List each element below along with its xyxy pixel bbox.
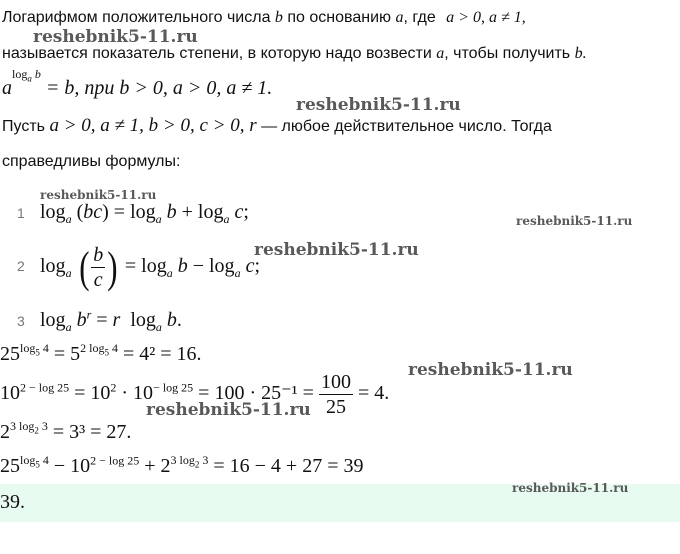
calc-line-3: $2^{3 log_2 3} = 3^3 = 27$. <box>0 419 132 443</box>
calc-line-2: $10^{2 - log 25} = 10^2 \cdot 10^{- log 25} = 100 \cdot 25^{-1}$ = $\frac{100}{25}$ = 4. <box>0 371 390 418</box>
formula-number: 3 <box>17 313 25 329</box>
watermark: reshebnik5-11.ru <box>40 188 157 202</box>
watermark: reshebnik5-11.ru <box>408 360 573 380</box>
calc-result: = 4² = 16. <box>122 343 202 365</box>
calc-line-1: $25^{log_5 4} = 5^{2 log_5 4} = 4^2 = 16$. <box>0 341 202 365</box>
calc-result: = 16 − 4 + 27 = 39 <box>213 455 364 477</box>
watermark: reshebnik5-11.ru <box>33 27 198 47</box>
definition-line-1 <box>2 8 526 28</box>
watermark: reshebnik5-11.ru <box>512 481 629 495</box>
text: , где <box>403 9 436 26</box>
calc-line-4: $25^{log_5 4} - 10^{2 - log 25} + 2^{3 log_2 3} = 16 - 4 + 27 = 39$ <box>0 453 364 477</box>
watermark: reshebnik5-11.ru <box>516 214 633 228</box>
text: Пусть <box>2 118 45 135</box>
fraction <box>319 370 353 419</box>
var-b: b. <box>574 45 587 62</box>
condition: a > 0, a ≠ 1, <box>446 9 526 26</box>
formula-number: 2 <box>17 258 25 274</box>
identity-base: $a^{log_a b}$ <box>2 67 41 99</box>
formula-1: $\log_a (bc) = \log_a b + \log_a c$; <box>40 201 249 226</box>
text: , чтобы получить <box>444 45 571 62</box>
identity-tail: = b, при b > 0, a > 0, a ≠ 1. <box>45 77 273 99</box>
text: Логарифмом положительного числа <box>2 9 271 26</box>
formula-2: $\log_a$ ( $\frac{b}{c}$ ) = $\log_a b - \log_a c$; <box>40 242 261 292</box>
conditions: a > 0, a ≠ 1, b > 0, c > 0, r <box>49 115 257 136</box>
definition-line-2 <box>2 44 587 64</box>
log-identity <box>2 67 273 100</box>
calc-result: = 3³ = 27. <box>52 421 132 443</box>
formula-number: 1 <box>17 205 25 221</box>
calc-result: = 4. <box>357 382 390 405</box>
denominator: 25 <box>325 396 346 418</box>
var-a: a <box>436 45 445 62</box>
formula-3: $\log_a b^r = r$ $\log_a b$. <box>40 307 182 334</box>
calc-mid: = 100 · 25⁻¹ = <box>198 382 314 405</box>
watermark: reshebnik5-11.ru <box>146 400 311 420</box>
answer-value: 39. <box>0 491 25 513</box>
assumptions-line-1 <box>2 116 552 137</box>
text: — любое действительное число. Тогда <box>261 118 552 135</box>
watermark: reshebnik5-11.ru <box>254 240 419 260</box>
text: по основанию <box>287 9 392 26</box>
numerator: 100 <box>320 371 351 393</box>
var-b: b <box>274 9 283 26</box>
assumptions-line-2: справедливы формулы: <box>2 153 181 170</box>
var-a: a <box>395 9 404 26</box>
watermark: reshebnik5-11.ru <box>296 95 461 115</box>
text: называется показатель степени, в которую надо возвести <box>2 45 432 62</box>
